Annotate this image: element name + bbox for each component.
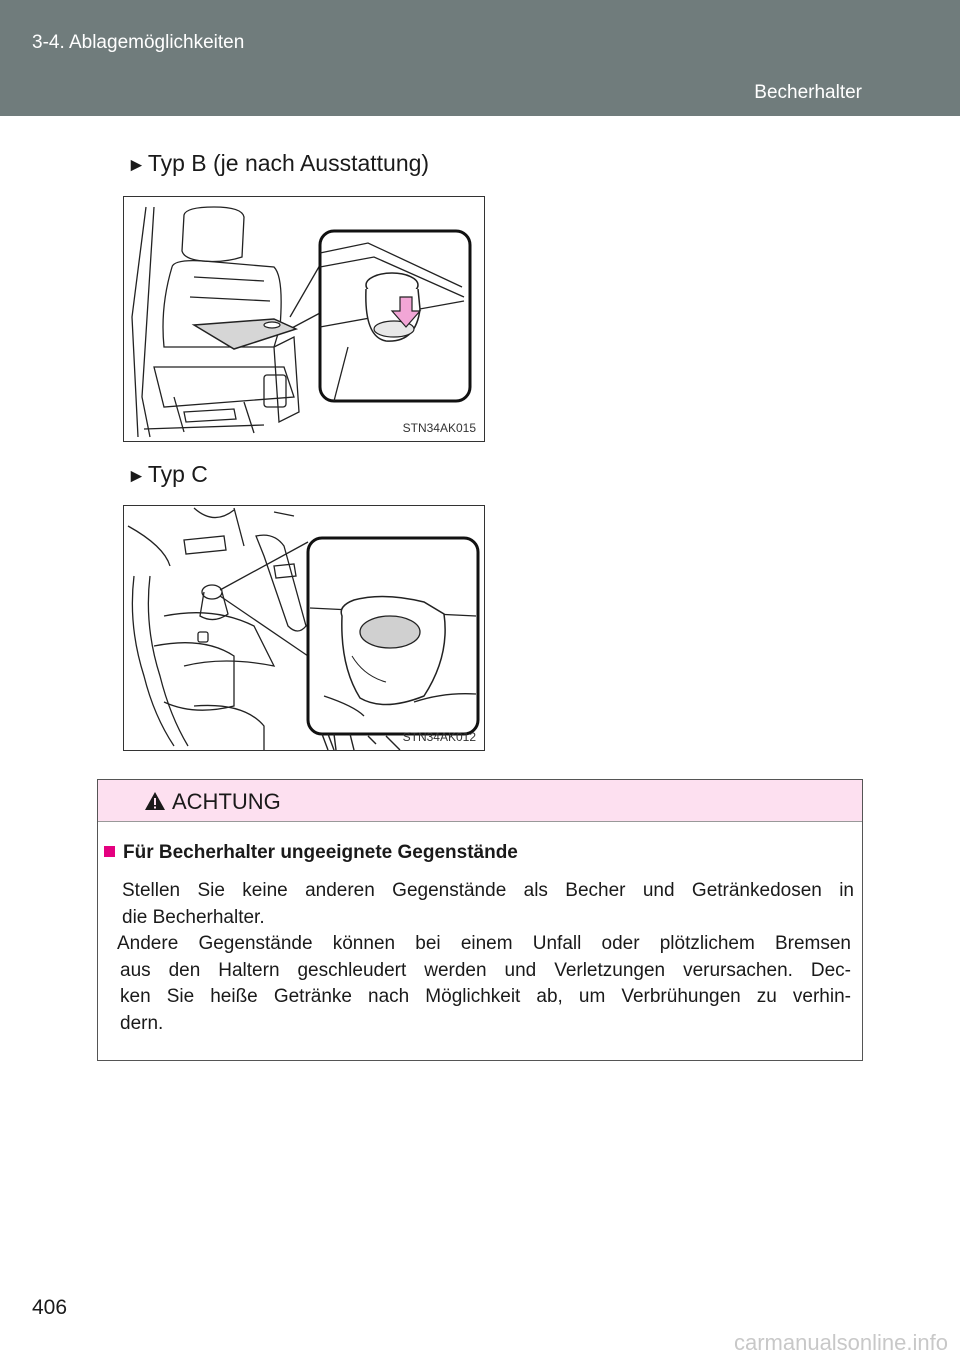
figure-code-type-b: STN34AK015 xyxy=(402,421,476,435)
para2-line2: aus den Haltern geschleudert werden und Verletzungen verursachen. Dec- xyxy=(120,959,851,981)
watermark: carmanualsonline.info xyxy=(733,1330,948,1355)
para2-line1: Andere Gegenstände können bei einem Unfall oder plötzlichem Bremsen xyxy=(117,933,851,954)
section-title: 3-4. Ablagemöglichkeiten xyxy=(32,32,245,53)
type-b-label: Typ B (je nach Ausstattung) xyxy=(147,150,430,176)
figure-code-type-c: STN34AK012 xyxy=(402,730,476,744)
warning-subtitle-text: Für Becherhalter ungeeignete Gegenstände xyxy=(123,842,518,863)
center-console-illustration xyxy=(124,506,484,750)
warning-header xyxy=(98,780,862,822)
type-c-heading xyxy=(127,461,208,488)
type-b-heading xyxy=(127,150,429,177)
warning-paragraph-1 xyxy=(122,878,854,931)
para1-line2: die Becherhalter. xyxy=(122,906,265,928)
warning-title: ACHTUNG xyxy=(172,789,281,814)
warning-paragraph-2 xyxy=(119,931,851,1037)
para2-line3: ken Sie heiße Getränke nach Möglichkeit ab, um Verbrühungen zu verhin- xyxy=(120,986,851,1007)
triangle-marker-icon: ► xyxy=(127,155,146,176)
topic-title: Becherhalter xyxy=(754,82,862,103)
warning-box xyxy=(97,779,863,1061)
para1-line1: Stellen Sie keine anderen Gegenstände als Becher und Getränkedosen in xyxy=(122,880,854,901)
figure-type-b xyxy=(123,196,485,442)
type-c-label: Typ C xyxy=(147,461,208,487)
triangle-marker-icon: ► xyxy=(127,466,146,487)
warning-subtitle xyxy=(104,842,518,864)
page-number: 406 xyxy=(32,1296,68,1319)
seat-tray-illustration xyxy=(124,197,484,441)
figure-type-c xyxy=(123,505,485,751)
page-header xyxy=(0,0,960,116)
para2-line4: dern. xyxy=(120,1012,164,1034)
square-bullet-icon xyxy=(104,846,115,857)
warning-triangle-icon xyxy=(144,791,166,816)
